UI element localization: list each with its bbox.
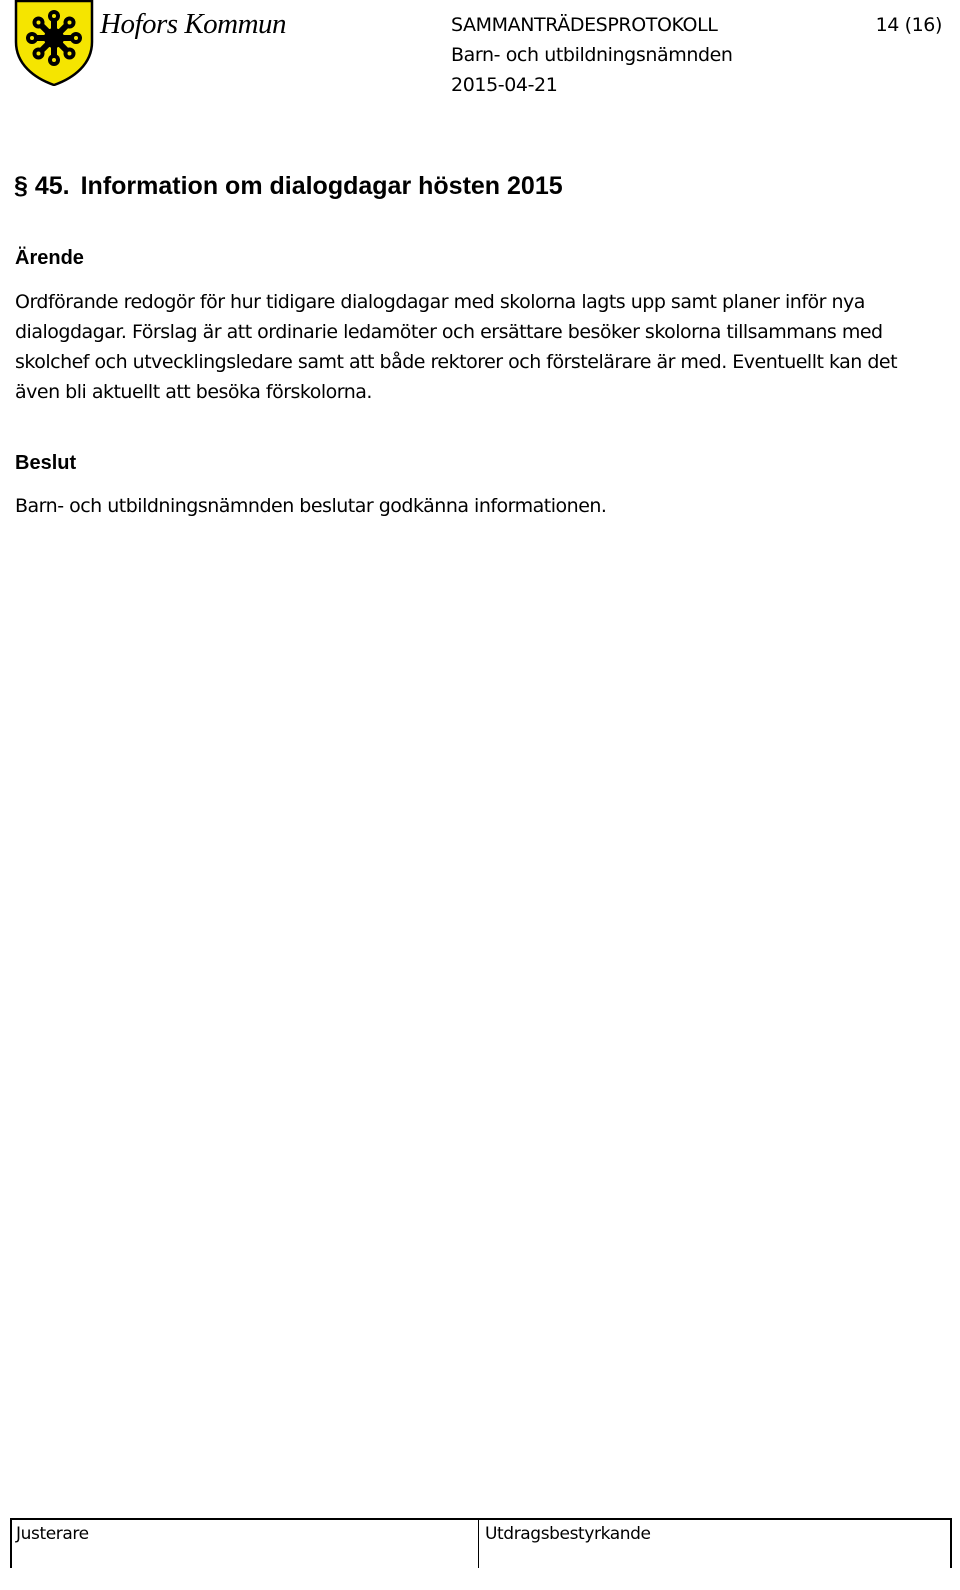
beslut-heading: Beslut [15, 452, 77, 474]
meeting-date: 2015-04-21 [451, 74, 558, 96]
arende-paragraph: Ordförande redogör för hur tidigare dialogdagar med skolorna lagts upp samt planer inför nya dialogdagar. Förslag är att ordinarie ledamöter och ersättare besöker skolorna tillsammans med skolchef och utvecklingsledare samt att både rektorer och förstelärare är med. Eventuellt kan det även bli aktuellt att besöka förskolorna. [15, 291, 898, 403]
section-heading [14, 172, 563, 201]
municipal-coat-of-arms-icon [14, 0, 94, 86]
page-number: 14 (16) [875, 14, 942, 36]
committee-name: Barn- och utbildningsnämnden [451, 44, 733, 66]
utdragsbestyrkande-label: Utdragsbestyrkande [485, 1524, 651, 1544]
section-title-text: Information om dialogdagar hösten 2015 [80, 172, 563, 200]
signature-footer [10, 1518, 952, 1568]
municipality-wordmark: Hofors Kommun [100, 8, 287, 40]
arende-heading: Ärende [15, 247, 84, 269]
footer-divider [478, 1520, 479, 1568]
page-header [0, 0, 960, 110]
section-number: § 45. [14, 172, 70, 200]
document-type: SAMMANTRÄDESPROTOKOLL [451, 14, 718, 36]
justerare-label: Justerare [16, 1524, 89, 1544]
beslut-paragraph: Barn- och utbildningsnämnden beslutar godkänna informationen. [15, 495, 607, 517]
